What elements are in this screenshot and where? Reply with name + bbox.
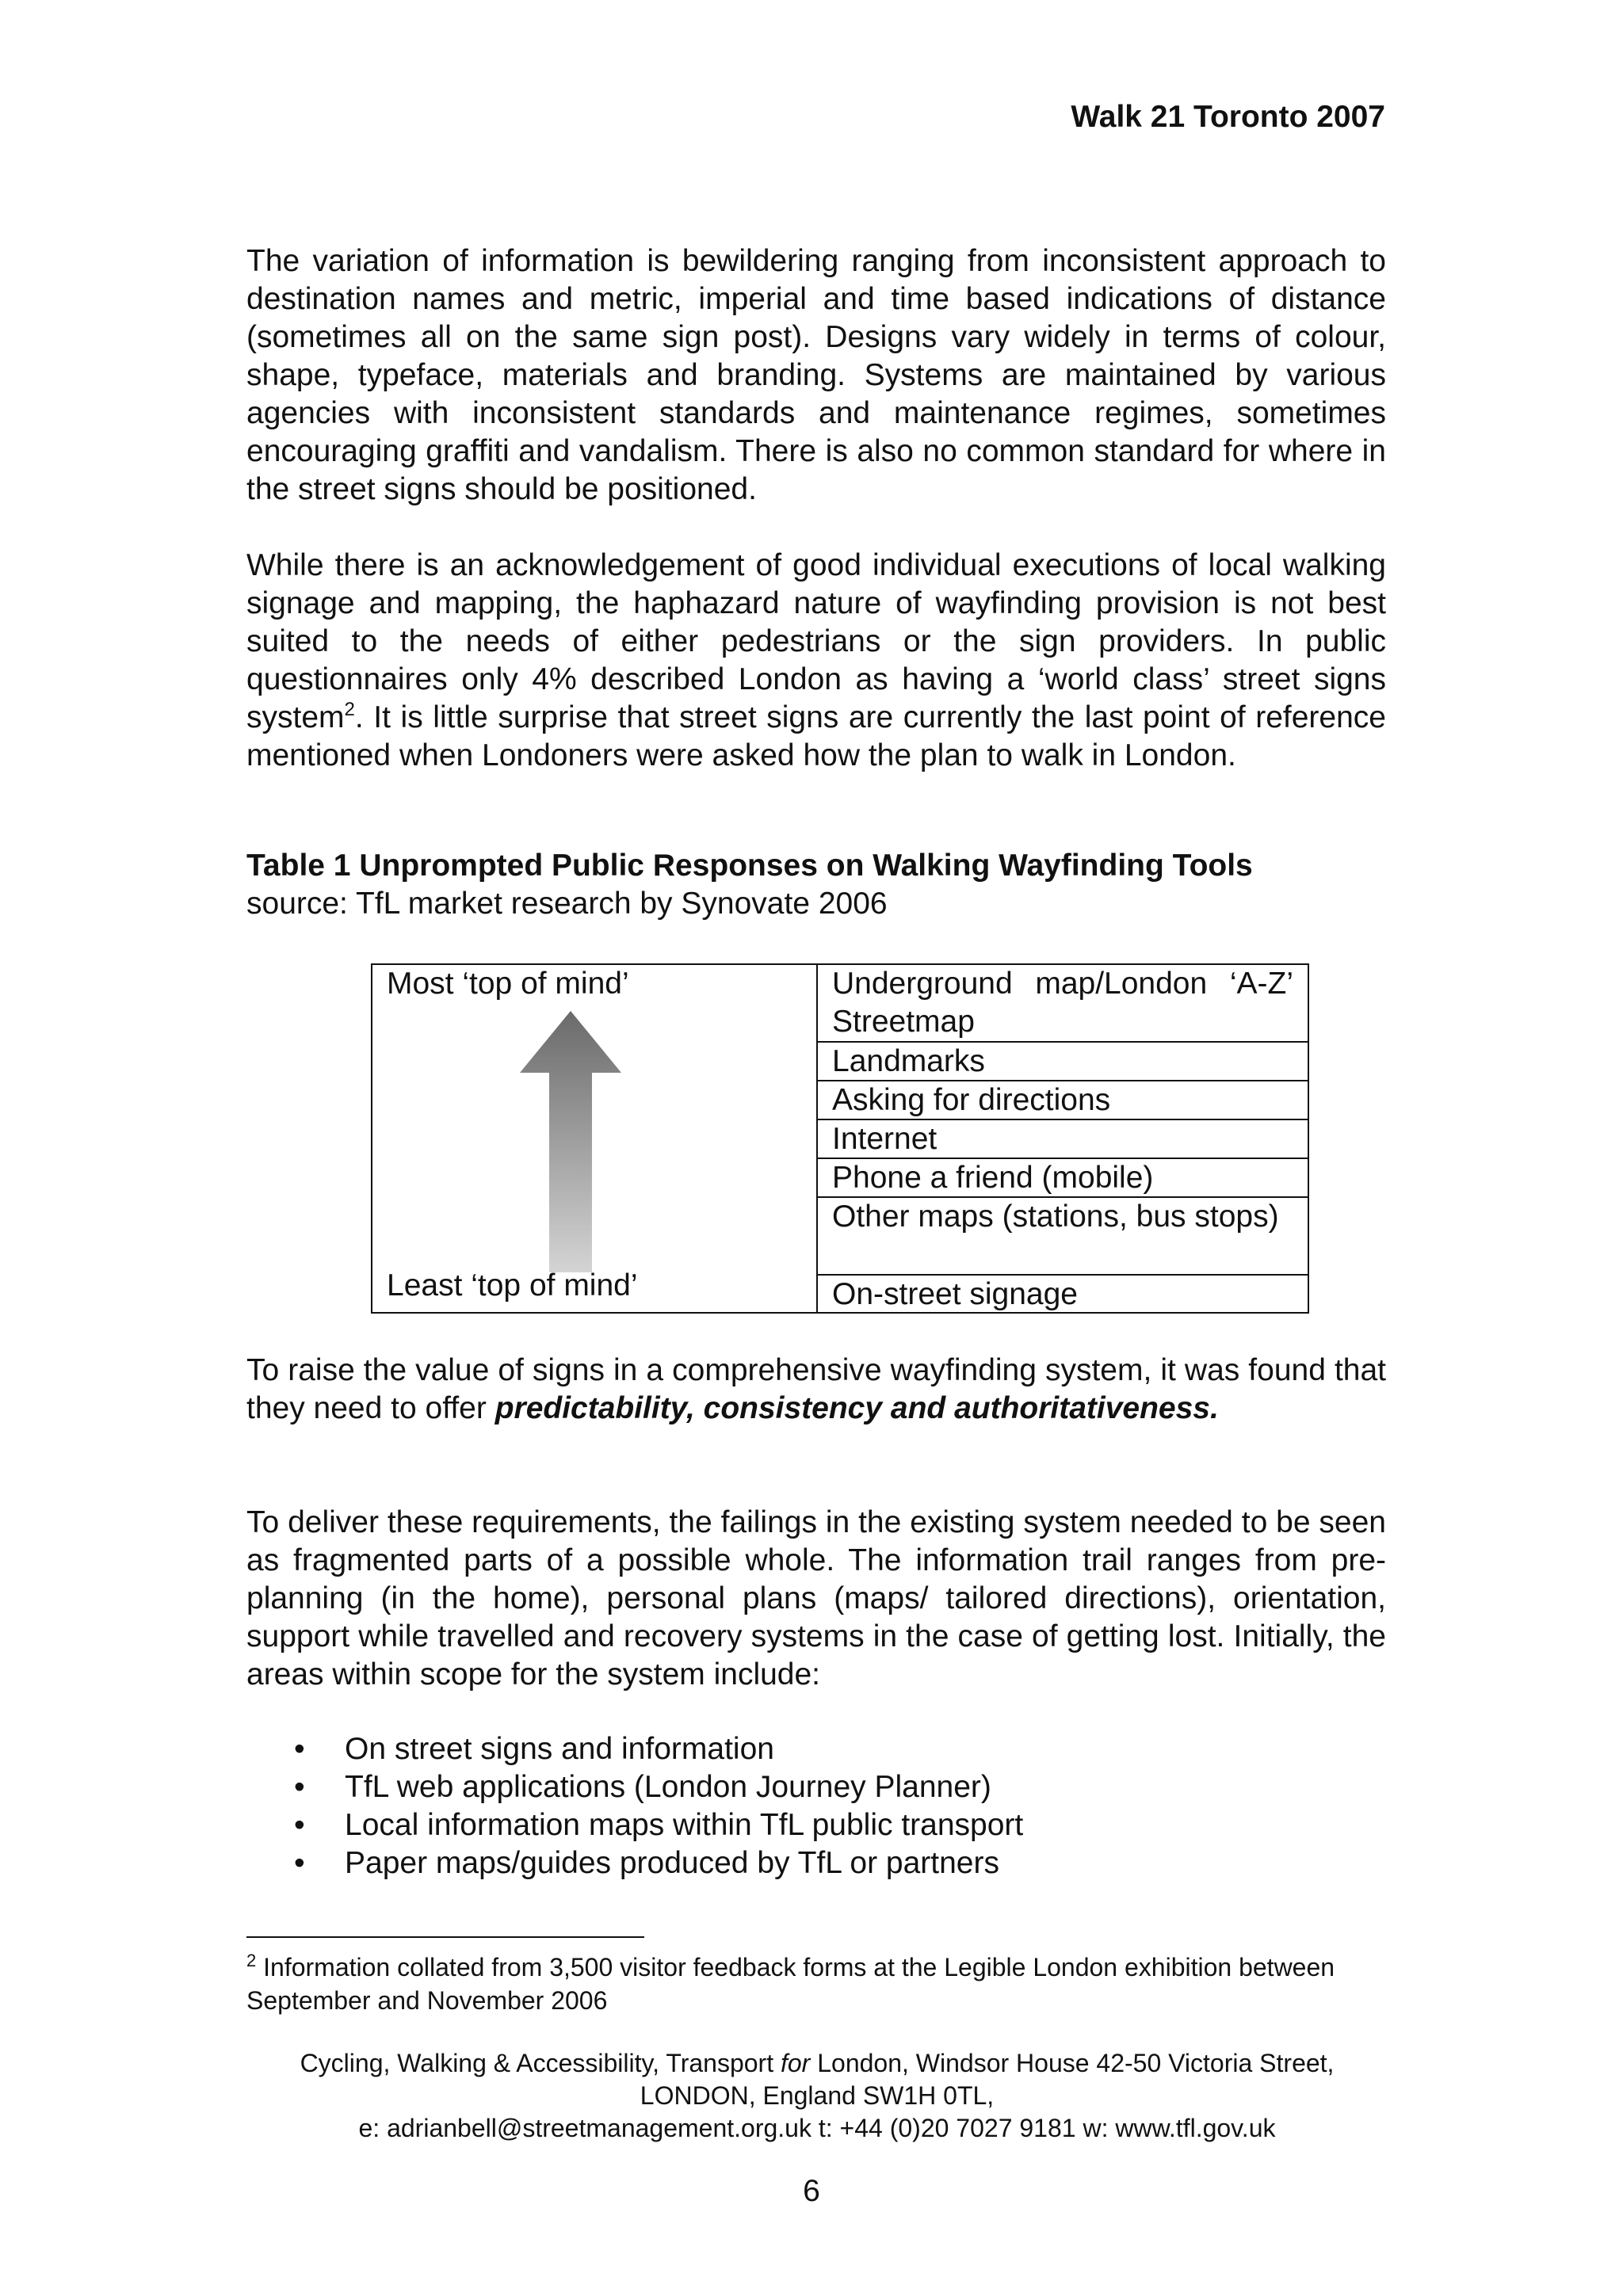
table-row: Asking for directions (818, 1081, 1308, 1120)
table-row: Internet (818, 1120, 1308, 1159)
list-item (246, 1730, 1023, 1768)
list-item (246, 1768, 1023, 1806)
footnote (246, 1951, 1388, 2017)
ranking-column (372, 965, 818, 1312)
footnote-ref: 2 (344, 699, 355, 720)
bullet-icon: • (294, 1732, 305, 1766)
list-item-text: On street signs and information (345, 1732, 774, 1766)
paragraph-2-text-a: While there is an acknowledgement of good individual executions of local walking signage and mapping, the haphazard nature of wayfinding provision is not best suited to the needs of either pedestrians or the sign providers. In public questionnaires only 4% described London as having a ‘world class’ street signs system (246, 548, 1386, 734)
table-row: On-street signage (832, 1277, 1079, 1311)
page-number: 6 (803, 2174, 820, 2208)
footer-contact: e: adrianbell@streetmanagement.org.uk t: +44 (0)20 7027 9181 w: www.tfl.gov.uk (358, 2114, 1276, 2142)
table-row: Landmarks (818, 1043, 1308, 1081)
paragraph-2 (246, 547, 1386, 775)
tools-column (818, 965, 1308, 1315)
paragraph-4: To deliver these requirements, the failings in the existing system needed to be seen as fragmented parts of a possible whole. The information trail ranges from pre-planning (in the home), personal plans (maps/ tailored directions), orientation, support while travelled and recovery systems in the case of getting lost. Initially, the areas within scope for the system include: (246, 1505, 1386, 1691)
footer-italic: for (780, 2049, 811, 2077)
footer-line-2: LONDON, England SW1H 0TL, (640, 2081, 995, 2110)
page-footer (246, 2047, 1388, 2145)
paragraph-2-text-b: . It is little surprise that street signs are currently the last point of reference mentioned when Londoners were asked how the plan to walk in London. (246, 700, 1386, 772)
footnote-number: 2 (246, 1951, 257, 1970)
table-title: Table 1 Unprompted Public Responses on Walking Wayfinding Tools (246, 849, 1253, 883)
scope-list (246, 1730, 1023, 1882)
paragraph-3-emphasis: predictability, consistency and authoritativeness. (495, 1391, 1219, 1425)
footnote-divider (246, 1936, 644, 1938)
paragraph-1: The variation of information is bewildering ranging from inconsistent approach to destination names and metric, imperial and time based indications of distance (sometimes all on the same sign post). Designs vary widely in terms of colour, shape, typeface, materials and branding. Systems are maintained by various agencies with inconsistent standards and maintenance regimes, sometimes encouraging graffiti and vandalism. There is also no common standard for where in the street signs should be positioned. (246, 244, 1386, 506)
table-source: source: TfL market research by Synovate 2006 (246, 887, 888, 921)
wayfinding-table (371, 963, 1309, 1314)
footer-line-1 (246, 2047, 1388, 2080)
paragraph-3 (246, 1352, 1386, 1428)
table-row: Other maps (stations, bus stops) (818, 1198, 1308, 1276)
list-item-text: TfL web applications (London Journey Planner) (345, 1770, 991, 1804)
most-top-of-mind-label: Most ‘top of mind’ (387, 967, 629, 1001)
list-item-text: Paper maps/guides produced by TfL or partners (345, 1846, 999, 1880)
list-item (246, 1806, 1023, 1844)
least-top-of-mind-label: Least ‘top of mind’ (387, 1268, 638, 1302)
up-arrow-icon (520, 1011, 621, 1272)
bullet-icon: • (294, 1808, 305, 1842)
list-item-text: Local information maps within TfL public transport (345, 1808, 1024, 1842)
running-header: Walk 21 Toronto 2007 (1071, 100, 1385, 134)
bullet-icon: • (294, 1846, 305, 1880)
table-row: Underground map/London ‘A-Z’ Streetmap (818, 965, 1308, 1043)
footnote-text: Information collated from 3,500 visitor feedback forms at the Legible London exhibition between September and November 2006 (246, 1953, 1335, 2015)
list-item (246, 1844, 1023, 1882)
table-row: Phone a friend (mobile) (818, 1159, 1308, 1198)
footer-text-a: Cycling, Walking & Accessibility, Transport (300, 2049, 781, 2077)
bullet-icon: • (294, 1770, 305, 1804)
paragraph-3-text: To raise the value of signs in a comprehensive wayfinding system, it was found that they need to offer (246, 1353, 1386, 1425)
table-caption (246, 847, 1253, 923)
footer-text-b: London, Windsor House 42-50 Victoria Street, (810, 2049, 1335, 2077)
